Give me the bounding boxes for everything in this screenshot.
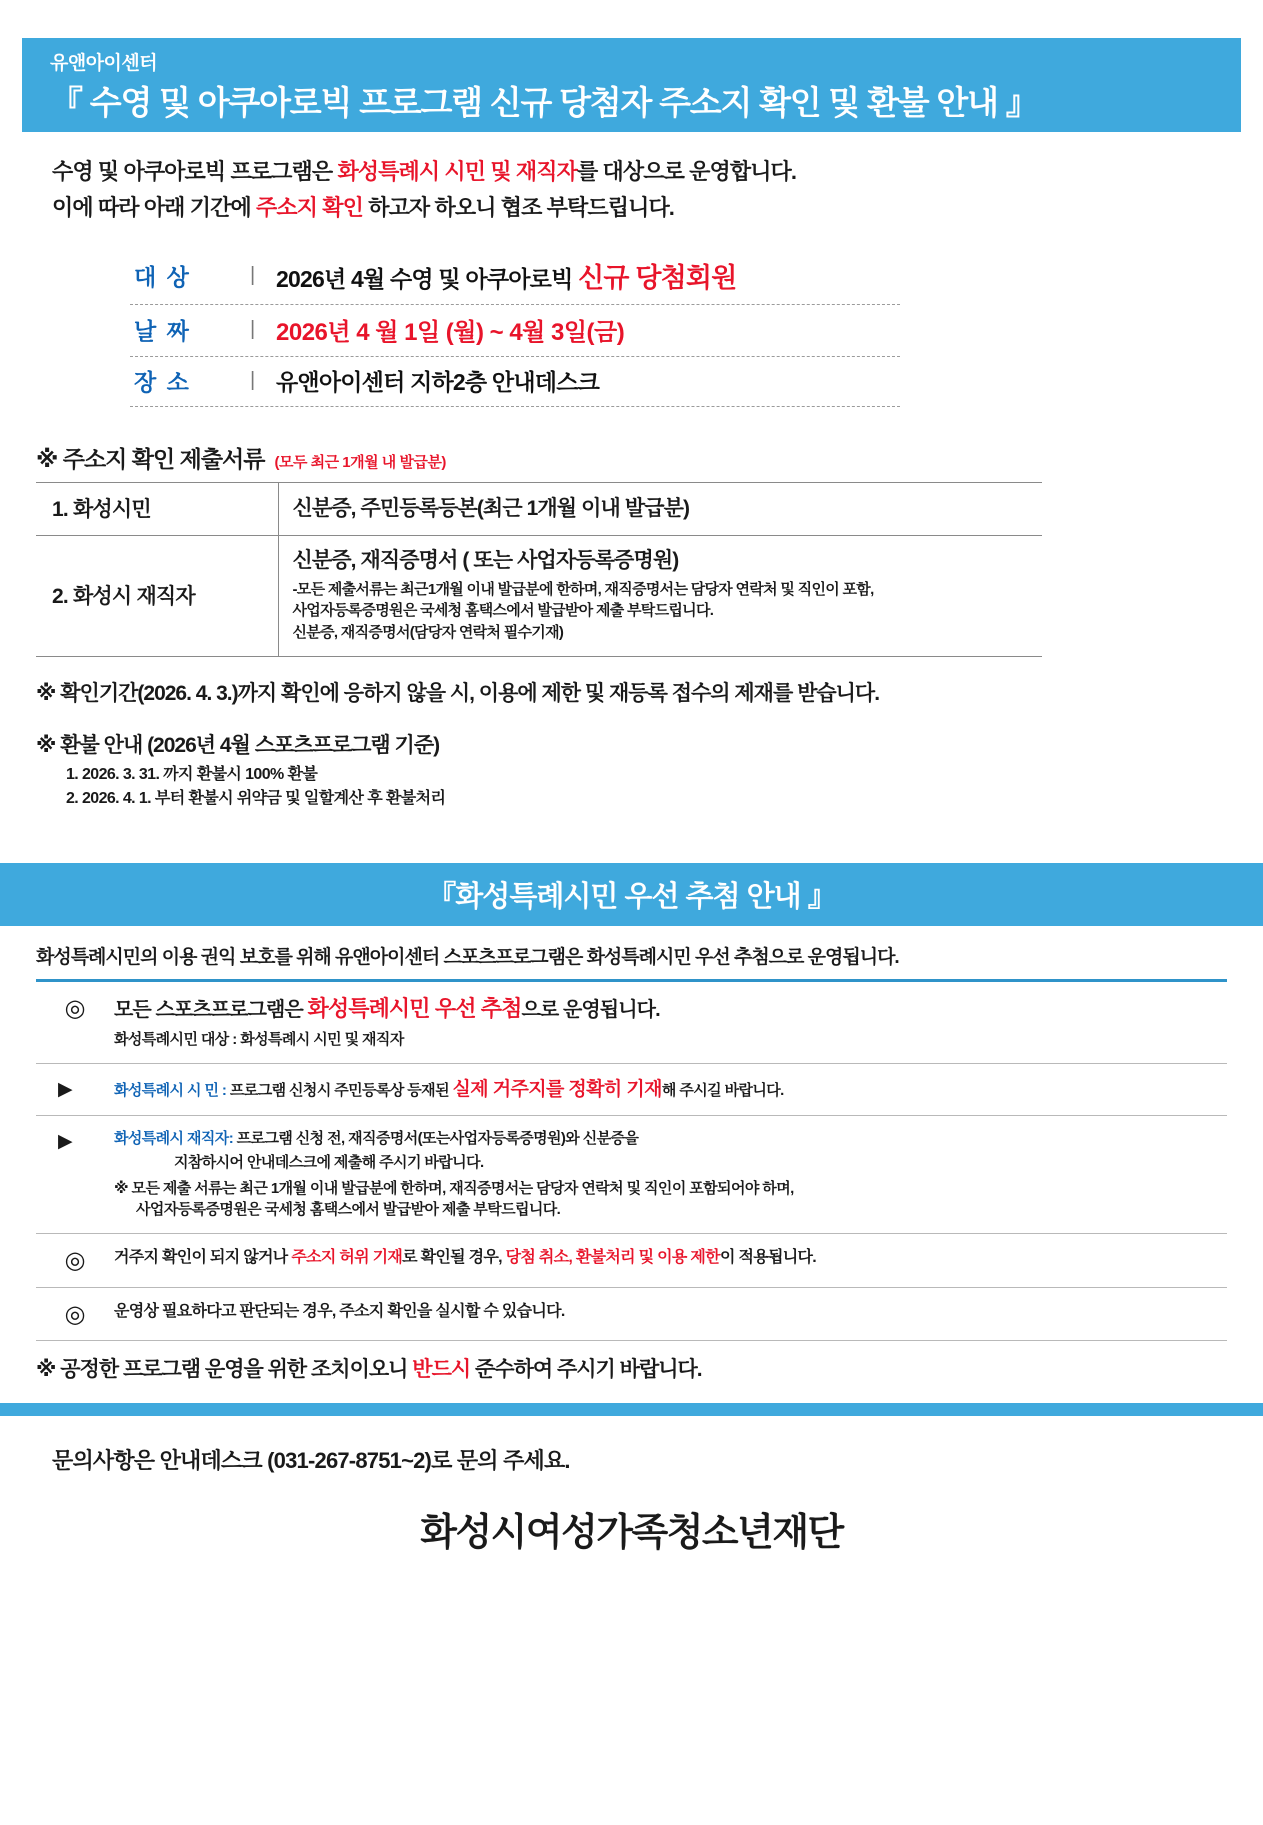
info-label-target: 대 상 — [134, 264, 191, 291]
documents-heading-text: ※ 주소지 확인 제출서류 — [36, 446, 265, 473]
info-label-date: 날 짜 — [134, 318, 191, 345]
page-title: 『 수영 및 아쿠아로빅 프로그램 신규 당첨자 주소지 확인 및 환불 안내 』 — [50, 84, 1038, 121]
poster-page — [0, 38, 1263, 1825]
doc-detail-citizen — [278, 483, 1042, 536]
intro-line-1-b: 를 대상으로 운영합니다. — [576, 159, 797, 184]
info-value-target-plain: 2026년 4월 수영 및 아쿠아로빅 — [276, 266, 579, 293]
final-note — [36, 1353, 1227, 1393]
info-value-target — [276, 256, 737, 295]
triangle-right-icon: ▶ — [58, 1078, 73, 1100]
item-label-worker: 화성특례시 재직자: — [114, 1130, 234, 1148]
section2-band-title: 『화성특례시민 우선 추첨 안내 』 — [0, 863, 1263, 926]
info-separator: | — [250, 264, 256, 287]
item-text-worker-line2: 지참하시어 안내데스크에 제출해 주시기 바랍니다. — [174, 1153, 484, 1171]
item-text-citizen — [114, 1076, 1227, 1104]
doc-category-citizen: 1. 화성시민 — [36, 483, 278, 536]
item-body-citizen — [114, 1076, 1227, 1104]
info-value-target-highlight: 신규 당첨회원 — [578, 263, 737, 294]
item-note-worker-2: 사업자등록증명원은 국세청 홈택스에서 발급받아 제출 부탁드립니다. — [136, 1201, 561, 1219]
info-label-place: 장 소 — [134, 369, 191, 396]
item-text-priority-highlight: 화성특례시민 우선 추첨 — [307, 995, 522, 1021]
item-body-falsification — [114, 1246, 1227, 1269]
final-note-highlight: 반드시 — [412, 1357, 471, 1381]
notice-deadline: ※ 확인기간(2026. 4. 3.)까지 확인에 응하지 않을 시, 이용에 제한 및 재등록 접수의 제재를 받습니다. — [36, 681, 880, 705]
contact-info: 문의사항은 안내데스크 (031-267-8751~2)로 문의 주세요. — [52, 1447, 570, 1473]
documents-table — [36, 482, 1042, 657]
item-text-citizen-a: 프로그램 신청시 주민등록상 등재된 — [226, 1081, 453, 1099]
documents-heading-note: (모두 최근 1개월 내 발급분) — [274, 454, 446, 472]
center-name: 유앤아이센터 — [50, 53, 158, 74]
item-text-falsification — [114, 1246, 1227, 1269]
organization-name: 화성시여성가족청소년재단 — [420, 1511, 843, 1554]
header-band — [22, 38, 1241, 132]
intro-line-1 — [52, 154, 1263, 190]
intro-paragraph — [52, 154, 1263, 225]
item-text-priority-b: 으로 운영됩니다. — [521, 998, 660, 1021]
double-circle-icon: ◎ — [64, 1300, 86, 1328]
list-item — [36, 1116, 1227, 1234]
intro-line-1-highlight: 화성특례시 시민 및 재직자 — [337, 159, 577, 184]
item-text-falsification-c: 이 적용됩니다. — [719, 1249, 816, 1267]
info-row-date — [130, 305, 900, 357]
doc-detail-worker — [278, 536, 1042, 657]
intro-line-1-a: 수영 및 아쿠아로빅 프로그램은 — [52, 159, 338, 184]
item-subtext-priority: 화성특례시민 대상 : 화성특례시 시민 및 재직자 — [114, 1030, 404, 1048]
info-row-target — [130, 249, 900, 305]
item-body-verification — [114, 1300, 1227, 1323]
item-text-citizen-b: 해 주시길 바랍니다. — [661, 1081, 784, 1099]
item-text-priority-a: 모든 스포츠프로그램은 — [114, 998, 308, 1021]
intro-line-2-b: 하고자 하오니 협조 부탁드립니다. — [363, 194, 675, 220]
final-note-a: ※ 공정한 프로그램 운영을 위한 조치이오니 — [36, 1357, 413, 1381]
refund-item-2: 2. 2026. 4. 1. 부터 환불시 위약금 및 일할계산 후 환불처리 — [66, 789, 446, 807]
item-text-falsification-highlight-2: 당첨 취소, 환불처리 및 이용 제한 — [505, 1249, 720, 1267]
item-label-citizen: 화성특례시 시 민 : — [114, 1081, 227, 1099]
item-text-worker-a: 프로그램 신청 전, 재직증명서(또는사업자등록증명원)와 신분증을 — [233, 1130, 639, 1148]
triangle-right-icon: ▶ — [58, 1131, 73, 1153]
table-row — [36, 483, 1042, 536]
info-value-date — [276, 312, 624, 347]
table-row — [36, 536, 1042, 657]
double-circle-icon: ◎ — [64, 994, 86, 1022]
item-body-worker — [114, 1128, 1227, 1221]
item-body-priority — [114, 994, 1227, 1051]
info-row-place — [130, 357, 900, 407]
documents-heading — [36, 441, 1263, 474]
list-item — [36, 982, 1227, 1064]
doc-category-worker: 2. 화성시 재직자 — [36, 536, 278, 657]
refund-item-1: 1. 2026. 3. 31. 까지 환불시 100% 환불 — [66, 765, 318, 783]
refund-list — [66, 763, 1263, 811]
item-text-citizen-highlight: 실제 거주지를 정확히 기재 — [452, 1078, 662, 1100]
item-text-falsification-highlight-1: 주소지 허위 기재 — [291, 1249, 403, 1267]
item-note-worker-1: ※ 모든 제출 서류는 최근 1개월 이내 발급분에 한하며, 재직증명서는 담당자 연락처 및 직인이 포함되어야 하며, — [114, 1179, 794, 1197]
bottom-band — [0, 1403, 1263, 1416]
intro-line-2 — [52, 190, 1263, 226]
final-note-b: 준수하여 주시기 바랍니다. — [470, 1357, 702, 1381]
intro-line-2-a: 이에 따라 아래 기간에 — [52, 194, 257, 220]
list-item — [36, 1234, 1227, 1287]
doc-sub-worker-3: 신분증, 재직증명서(담당자 연락처 필수기재) — [292, 624, 564, 642]
doc-main-worker: 신분증, 재직증명서 ( 또는 사업자등록증명원) — [292, 549, 679, 573]
info-value-date-text: 2026년 4 월 1일 (월) ~ 4월 3일(금) — [276, 319, 625, 347]
notice-refund-title: ※ 환불 안내 (2026년 4월 스포츠프로그램 기준) — [36, 733, 440, 757]
list-item — [36, 1064, 1227, 1117]
info-block — [130, 249, 900, 407]
info-separator: | — [250, 369, 256, 392]
item-text-falsification-a: 거주지 확인이 되지 않거나 — [114, 1249, 292, 1267]
item-text-worker — [114, 1128, 1227, 1150]
doc-main-citizen: 신분증, 주민등록등본(최근 1개월 이내 발급분) — [292, 496, 690, 520]
list-item — [36, 1288, 1227, 1341]
doc-sub-worker-1: -모든 제출서류는 최근1개월 이내 발급분에 한하며, 재직증명서는 담당자 연락처 및 직인이 포함, — [292, 580, 874, 598]
item-text-verification: 운영상 필요하다고 판단되는 경우, 주소지 확인을 실시할 수 있습니다. — [114, 1302, 565, 1320]
double-circle-icon: ◎ — [64, 1247, 86, 1275]
section2-lead: 화성특례시민의 이용 권익 보호를 위해 유앤아이센터 스포츠프로그램은 화성특례시민 우선 추첨으로 운영됩니다. — [36, 946, 899, 968]
info-separator: | — [250, 318, 256, 341]
intro-line-2-highlight: 주소지 확인 — [256, 194, 364, 220]
doc-sub-worker-2: 사업자등록증명원은 국세청 홈택스에서 발급받아 제출 부탁드립니다. — [292, 602, 714, 620]
info-value-place: 유앤아이센터 지하2층 안내데스크 — [276, 369, 600, 396]
item-text-falsification-b: 로 확인될 경우, — [402, 1249, 506, 1267]
item-text-priority — [114, 994, 1227, 1024]
